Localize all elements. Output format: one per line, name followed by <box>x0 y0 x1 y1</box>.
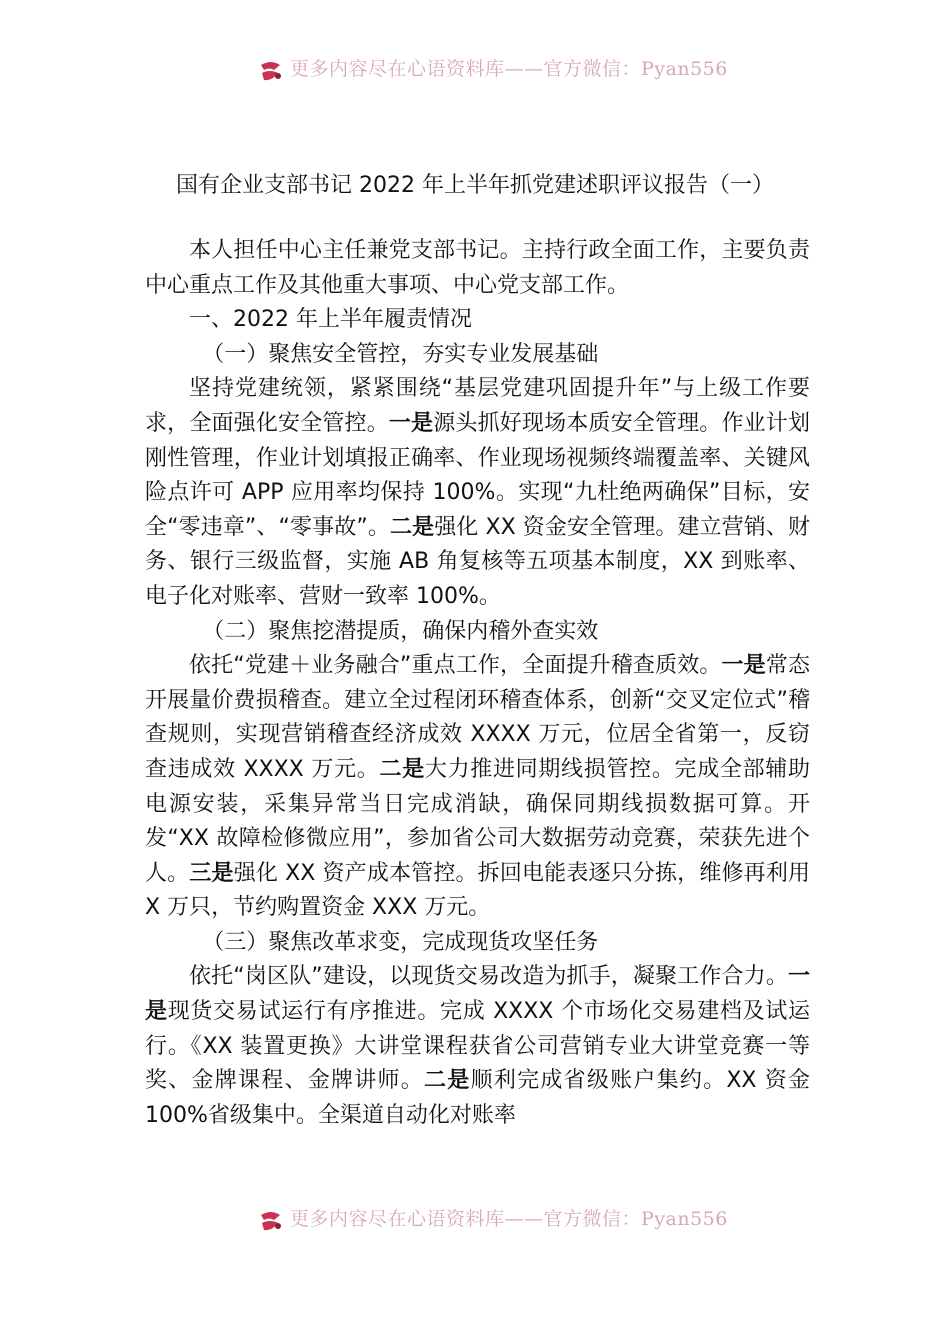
paragraph-text: 强化 XX 资产成本管控。拆回电能表逐只分拣，维修再利用 X 万只，节约购置资金 XXX 万元。 <box>145 860 810 921</box>
intro-paragraph: 本人担任中心主任兼党支部书记。主持行政全面工作，主要负责中心重点工作及其他重大事项、中心党支部工作。 <box>145 238 810 298</box>
keyword: 三是 <box>189 860 234 886</box>
paragraph-text: 强化 XX 资金安全管理。建立营销、财务、银行三级监督，实施 AB 角复核等五项基本制度，XX 到账率、电子化对账率、营财一致率 100%。 <box>145 514 810 609</box>
section-heading: 一、2022 年上半年履责情况 <box>189 307 472 333</box>
keyword: 二是 <box>389 514 435 540</box>
keyword: 一是 <box>145 964 811 1025</box>
body-paragraph <box>145 649 810 926</box>
paragraph-lead: 依托“党建＋业务融合”重点工作，全面提升稽查质效。 <box>189 653 722 679</box>
paragraph-lead: 依托“岗区队”建设，以现货交易改造为抓手，凝聚工作合力。 <box>189 964 788 990</box>
subsection-heading: （一）聚焦安全管控，夯实专业发展基础 <box>202 341 599 367</box>
watermark-banner-top <box>258 56 728 86</box>
watermark-banner-bottom <box>258 1206 728 1236</box>
logo-icon <box>258 59 284 83</box>
paragraph-text: 常态开展量价费损稽查。建立全过程闭环稽查体系，创新“交叉定位式”稽查规则，实现营销稽查经济成效 XXXX 万元，位居全省第一，反窃查违成效 XXXX 万元。 <box>145 653 810 782</box>
watermark-text: 更多内容尽在心语资料库——官方微信：Pyan556 <box>290 1207 728 1230</box>
body-paragraph <box>145 372 810 614</box>
paragraph-text: 现货交易试运行有序推进。完成 XXXX 个市场化交易建档及试运行。《XX 装置更换》大讲堂课程获省公司营销专业大讲堂竞赛一等奖、金牌课程、金牌讲师。 <box>145 999 810 1094</box>
keyword: 一是 <box>388 410 434 436</box>
paragraph-text: 源头抓好现场本质安全管理。作业计划刚性管理，作业计划填报正确率、作业现场视频终端覆盖率、关键风险点许可 APP 应用率均保持 100%。实现“九杜绝两确保”目标，安全“零违章”、“零事故”。 <box>145 410 810 540</box>
subsection-heading: （二）聚焦挖潜提质，确保内稽外查实效 <box>202 618 599 644</box>
body-paragraph <box>145 960 810 1133</box>
keyword: 二是 <box>379 756 425 782</box>
logo-icon <box>258 1209 284 1233</box>
document-body <box>145 234 810 1133</box>
document-title: 国有企业支部书记 2022 年上半年抓党建述职评议报告（一） <box>176 173 774 198</box>
subsection-heading: （三）聚焦改革求变，完成现货攻坚任务 <box>202 929 599 955</box>
keyword: 一是 <box>721 653 766 679</box>
paragraph-lead: 坚持党建统领，紧紧围绕“基层党建巩固提升年”与上级工作要求，全面强化安全管控。 <box>145 376 810 436</box>
watermark-text: 更多内容尽在心语资料库——官方微信：Pyan556 <box>290 57 728 80</box>
paragraph-text: 大力推进同期线损管控。完成全部辅助电源安装，采集异常当日完成消缺，确保同期线损数据可算。开发“XX 故障检修微应用”，参加省公司大数据劳动竞赛，荣获先进个人。 <box>145 756 810 886</box>
paragraph-text: 顺利完成省级账户集约。XX 资金 100%省级集中。全渠道自动化对账率 <box>145 1068 810 1128</box>
keyword: 二是 <box>424 1068 471 1094</box>
